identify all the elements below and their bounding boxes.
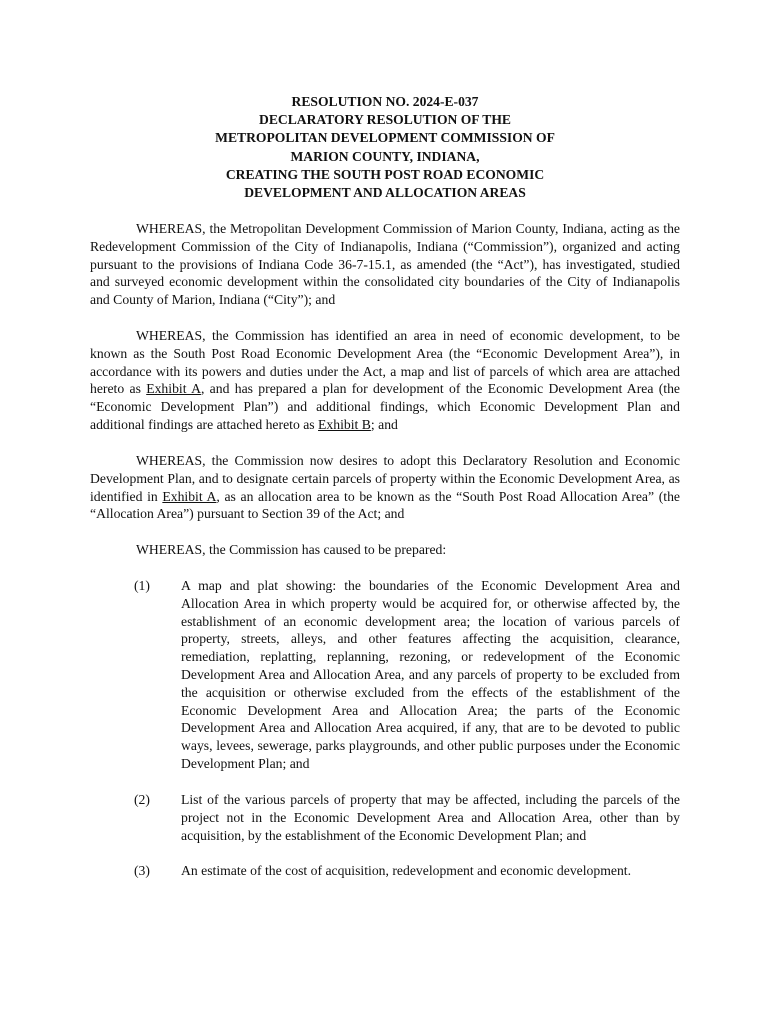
title-line-5: CREATING THE SOUTH POST ROAD ECONOMIC xyxy=(225,166,545,182)
paragraph-2-text-a: WHEREAS, the Commission has identified an area in need of economic development, to be known as the South Post Road Economic Development Area (the “Economic Development Area”), in accordance with its powers and duties under the Act, a map and list of parcels of which area are attached hereto as xyxy=(90,328,680,397)
title-line-1: RESOLUTION NO. 2024-E-037 xyxy=(291,94,479,109)
exhibit-a-reference: Exhibit A xyxy=(162,488,217,504)
paragraph-3-text-b: , as an allocation area to be known as the “South Post Road Allocation Area” (the “Allocation Area”) pursuant to Section 39 of the Act; and xyxy=(90,488,680,522)
list-item-text: A map and plat showing: the boundaries of the Economic Development Area and Allocation Area in which property would be acquired for, or otherwise affected by, the establishment of an economic development area; the location of various parcels of property, streets, alleys, and other features affecting the acquisition, clearance, remediation, replatting, replanning, rezoning, or redevelopment of the Economic Development Area and Allocation Area, and any parcels of property to be excluded from the acquisition or otherwise excluded from the effects of the establishment of the Economic Development Area and Allocation Area; the parts of the Economic Development Area and Allocation Area acquired, if any, that are to be devoted to public ways, levees, sewerage, parks playgrounds, and other public purposes under the Economic Development Plan; and xyxy=(181,578,680,771)
list-item xyxy=(90,862,680,880)
title-line-3: METROPOLITAN DEVELOPMENT COMMISSION OF xyxy=(215,130,555,146)
title-line-6: DEVELOPMENT AND ALLOCATION AREAS xyxy=(244,185,526,201)
list-item-text: An estimate of the cost of acquisition, redevelopment and economic development. xyxy=(181,863,632,878)
whereas-paragraph-1: WHEREAS, the Metropolitan Development Commission of Marion County, Indiana, acting as the Redevelopment Commission of the City of Indianapolis, Indiana (“Commission”), organized and acting pursuant to the provisions of Indiana Code 36-7-15.1, as amended (the “Act”), has investigated, studied and surveyed economic development within the consolidated city boundaries of the City of Indianapolis and County of Marion, Indiana (“City”); and xyxy=(90,221,680,308)
resolution-title xyxy=(90,93,680,202)
whereas-paragraph-3 xyxy=(90,452,680,523)
title-line-2: DECLARATORY RESOLUTION OF THE xyxy=(259,112,511,128)
whereas-paragraph-2 xyxy=(90,327,680,434)
paragraph-2-text-b: , and has prepared a plan for development of the Economic Development Area (the “Economic Development Plan”) and additional findings, which Economic Development Plan and additional findings are attached hereto as xyxy=(90,381,680,432)
exhibit-a-reference: Exhibit A xyxy=(146,381,201,397)
whereas-paragraph-4: WHEREAS, the Commission has caused to be prepared: xyxy=(136,542,447,557)
list-item-number: (3) xyxy=(134,863,150,878)
paragraph-3-text-a: WHEREAS, the Commission now desires to adopt this Declaratory Resolution and Economic Development Plan, and to designate certain parcels of property within the Economic Development Area, as identified in xyxy=(90,453,680,504)
list-item xyxy=(90,791,680,844)
list-item-number: (1) xyxy=(134,578,150,593)
list-item-number: (2) xyxy=(134,792,150,807)
paragraph-2-text-c: ; and xyxy=(370,416,398,432)
title-line-4: MARION COUNTY, INDIANA, xyxy=(290,148,480,164)
exhibit-b-reference: Exhibit B xyxy=(318,416,371,432)
list-item-text: List of the various parcels of property that may be affected, including the parcels of the project not in the Economic Development Area and Allocation Area, other than by acquisition, by the establishment of the Economic Development Plan; and xyxy=(181,792,680,843)
list-item xyxy=(90,577,680,773)
